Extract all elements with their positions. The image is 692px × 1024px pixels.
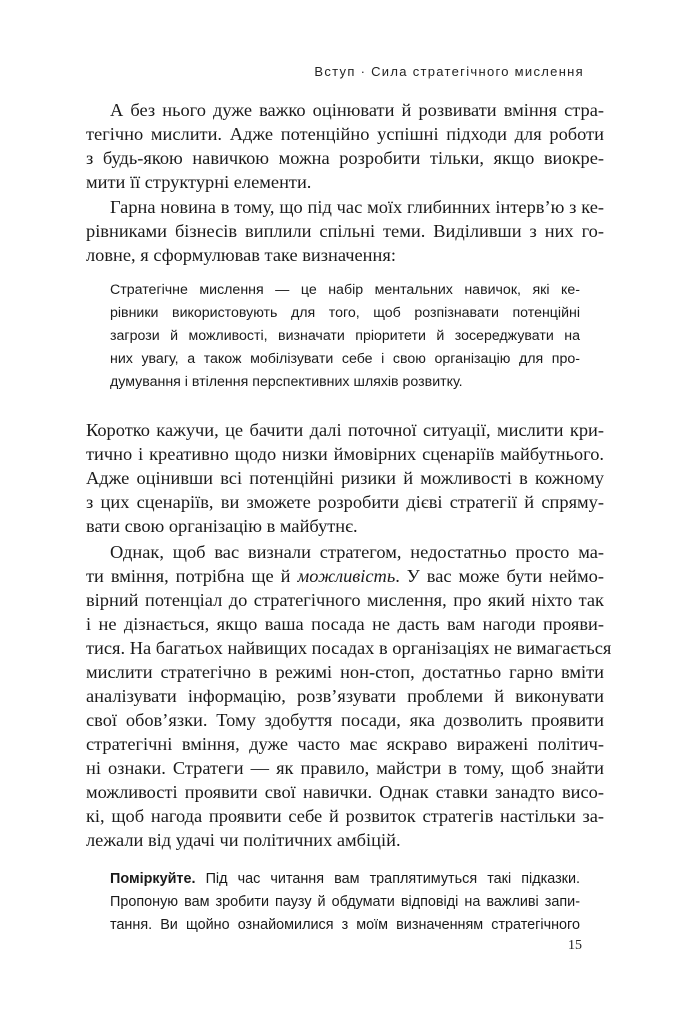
text-line: з цих сценаріїв, ви зможете розробити дієві стратегії й спряму- [86, 492, 604, 512]
emphasis-word: можливість [297, 566, 396, 586]
page-number: 15 [568, 938, 582, 953]
text-line: кі, щоб нагода проявити себе й розвиток стратегів настільки за- [86, 806, 604, 826]
text-line: тично і креативно щодо низки ймовірних сценаріїв майбутнього. [86, 444, 604, 464]
text-line: Коротко кажучи, це бачити далі поточної ситуації, мислити кри- [86, 420, 604, 440]
text-line: вати свою організацію в майбутнє. [86, 516, 358, 536]
text-line: ні ознаки. Стратеги — як правило, майстри в тому, щоб знайти [86, 758, 604, 778]
text-line: мислити стратегічно в режимі нон-стоп, достатньо гарно вміти [86, 662, 604, 682]
definition-line: Стратегічне мислення — це набір ментальних навичок, які ке- [110, 282, 580, 298]
text-line: свої обов’язки. Тому здобуття посади, яка дозволить проявити [86, 710, 604, 730]
text-line: аналізувати інформацію, розв’язувати проблеми й виконувати [86, 686, 604, 706]
tip-line: Пропоную вам зробити паузу й обдумати відповіді на важливі запи- [110, 894, 580, 910]
text-line: і не дізнається, якщо ваша посада не дасть вам нагоди прояви- [86, 614, 604, 634]
definition-line: них увагу, а також мобілізувати себе і свою організацію для про- [110, 351, 580, 367]
text-line: Однак, щоб вас визнали стратегом, недостатньо просто ма- [110, 542, 604, 562]
text-line: мити її структурні елементи. [86, 172, 312, 192]
running-head: Вступ · Сила стратегічного мислення [314, 64, 584, 79]
tip-line [110, 868, 580, 890]
text-line: з будь-якою навичкою можна розробити тільки, якщо виокре- [86, 148, 604, 168]
text-line: ловне, я сформулював таке визначення: [86, 245, 396, 265]
text-line: А без нього дуже важко оцінювати й розвивати вміння стра- [110, 100, 604, 120]
definition-line: рівники використовують для того, щоб розпізнавати потенційні [110, 305, 580, 321]
text-line: можливості проявити свої навички. Однак ставки занадто висо- [86, 782, 604, 802]
text-line: лежали від удачі чи політичних амбіцій. [86, 830, 401, 850]
text-fragment: . У вас може бути неймо- [395, 566, 604, 586]
text-line: стратегічні вміння, дуже часто має яскраво виражені політич- [86, 734, 604, 754]
text-line: Адже оцінивши всі потенційні ризики й можливості в кожному [86, 468, 604, 488]
tip-label: Поміркуйте. [110, 871, 196, 887]
text-line: рівниками бізнесів виплили спільні теми. Виділивши з них го- [86, 221, 604, 241]
definition-line: думування і втілення перспективних шляхів розвитку. [110, 374, 463, 390]
text-fragment: ти вміння, потрібна ще й [86, 566, 298, 586]
text-line: тися. На багатьох найвищих посадах в організаціях не вимагається [86, 638, 612, 658]
text-line: тегічно мислити. Адже потенційно успішні підходи для роботи [86, 124, 604, 144]
tip-line: тання. Ви щойно ознайомилися з моїм визначенням стратегічного [110, 917, 580, 933]
text-line: вірний потенціал до стратегічного мислення, про який ніхто так [86, 590, 604, 610]
definition-line: загрози й можливості, визначати пріоритети й зосереджувати на [110, 328, 580, 344]
text-line: Гарна новина в тому, що під час моїх глибинних інтерв’ю з ке- [110, 197, 604, 217]
tip-text: Під час читання вам траплятимуться такі підказки. [195, 871, 580, 887]
text-line [86, 564, 604, 588]
